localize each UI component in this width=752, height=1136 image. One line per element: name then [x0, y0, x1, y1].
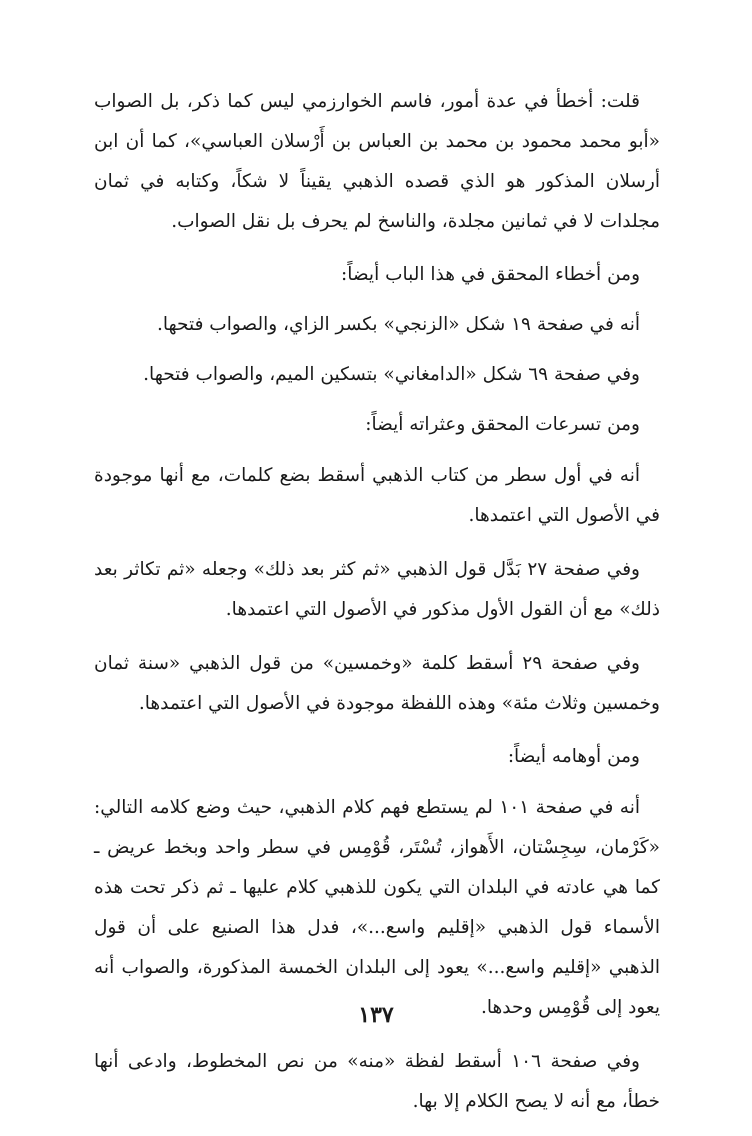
paragraph-first-line-omission: أنه في أول سطر من كتاب الذهبي أسقط بضع كلمات، مع أنها موجودة في الأصول التي اعتمدها.	[94, 465, 660, 526]
paragraph-page-29: وفي صفحة ٢٩ أسقط كلمة «وخمسين» من قول الذهبي «سنة ثمان وخمسين وثلاث مئة» وهذه اللفظة موجودة في الأصول التي اعتمدها.	[94, 653, 660, 714]
paragraph-page-19: أنه في صفحة ١٩ شكل «الزنجي» بكسر الزاي، والصواب فتحها.	[157, 314, 640, 335]
paragraph-haste-heading: ومن تسرعات المحقق وعثراته أيضاً:	[365, 414, 640, 435]
paragraph-page-69: وفي صفحة ٦٩ شكل «الدامغاني» بتسكين الميم، والصواب فتحها.	[143, 364, 640, 385]
paragraph-page-101: أنه في صفحة ١٠١ لم يستطع فهم كلام الذهبي، حيث وضع كلامه التالي: «كَرْمان، سِجِسْتان، الأَهواز، تُسْتَر، قُوْمِس في سطر واحد وبخط عريض ـ كما هي عادته في البلدان التي يكون للذهبي كلام عليها ـ ثم ذكر تحت هذه الأسماء قول الذهبي «إقليم واسع...»، فدل هذا الصنيع على أن قول الذهبي «إقليم واسع...» يعود إلى البلدان الخمسة المذكورة، والصواب أنه يعود إلى قُوْمِس وحدها.	[94, 797, 660, 1018]
paragraph-illusions-heading: ومن أوهامه أيضاً:	[507, 746, 640, 767]
paragraph-page-106: وفي صفحة ١٠٦ أسقط لفظة «منه» من نص المخطوط، وادعى أنها خطأ، مع أنه لا يصح الكلام إلا بها.	[94, 1051, 660, 1112]
paragraph-errors-heading: ومن أخطاء المحقق في هذا الباب أيضاً:	[341, 264, 640, 285]
paragraph-page-27: وفي صفحة ٢٧ بَدَّل قول الذهبي «ثم كثر بعد ذلك» وجعله «ثم تكاثر بعد ذلك» مع أن القول الأول مذكور في الأصول التي اعتمدها.	[94, 559, 660, 620]
document-page	[94, 82, 660, 1136]
page-number: ١٣٧	[358, 1002, 394, 1028]
paragraph-correction-khwarizmi: قلت: أخطأ في عدة أمور، فاسم الخوارزمي ليس كما ذكر، بل الصواب «أبو محمد محمود بن محمد بن العباس بن أَرْسلان العباسي»، كما أن ابن أرسلان المذكور هو الذي قصده الذهبي يقيناً لا شكاً، وكتابه في ثمان مجلدات لا في ثمانين مجلدة، والناسخ لم يحرف بل نقل الصواب.	[94, 91, 660, 232]
